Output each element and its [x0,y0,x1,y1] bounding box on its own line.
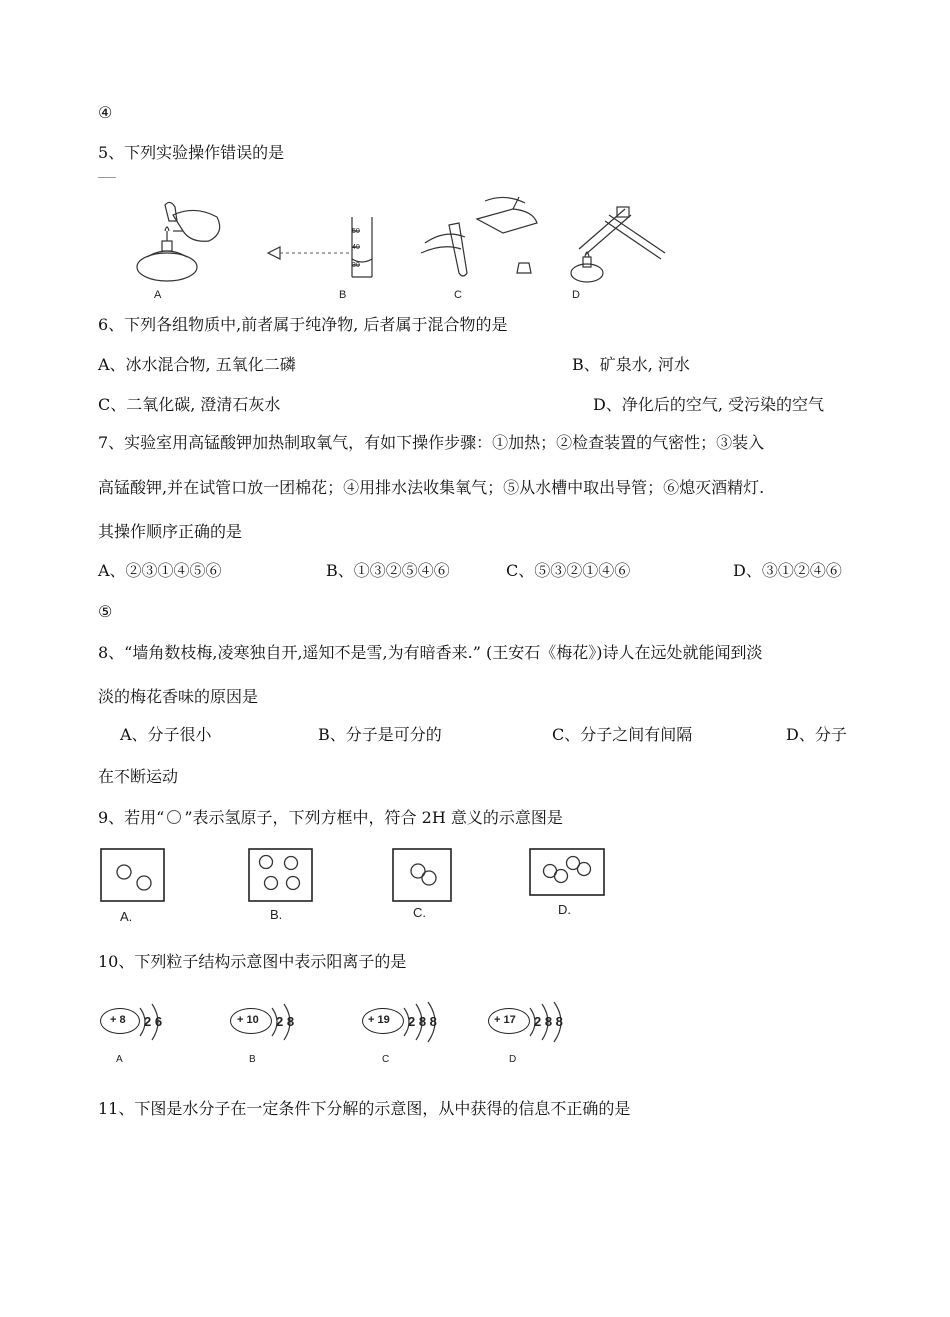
option-box-b [249,849,312,901]
pouring-liquid-illustration [415,195,565,295]
question-6-option-b: B、矿泉水, 河水 [572,355,690,374]
question-10-figure [98,992,578,1072]
question-6-stem: 6、下列各组物质中,前者属于纯净物, 后者属于混合物的是 [98,315,508,334]
cylinder-tick-label: 50 [352,228,360,235]
option-label-c: C [382,1054,390,1065]
electron-counts: 2 8 8 [408,1014,437,1029]
option-box-a [101,849,164,901]
divider [98,177,116,178]
cylinder-tick-label: 40 [352,244,360,251]
atom-diagram-d [488,1002,588,1042]
question-6-option-c: C、二氧化碳, 澄清石灰水 [98,395,281,414]
question-10-stem: 10、下列粒子结构示意图中表示阳离子的是 [98,952,407,971]
option-label-a: A. [120,909,133,924]
electron-counts: 2 8 [276,1014,295,1029]
question-8-stem-line2: 淡的梅花香味的原因是 [98,687,259,706]
atom-diagram-c [362,1002,462,1042]
option-label-d: D [572,289,580,301]
option-label-a: A [154,289,162,301]
question-9-figure [98,845,618,935]
question-7-option-b: B、①③②⑤④⑥ [326,561,450,580]
option-continuation: ④ [98,103,113,122]
question-7-option-a: A、②③①④⑤⑥ [98,561,222,580]
question-8-option-b: B、分子是可分的 [318,725,442,744]
heating-test-tube-illustration [565,195,705,295]
question-11-stem: 11、下图是水分子在一定条件下分解的示意图，从中获得的信息不正确的是 [98,1099,631,1118]
nucleus-charge: + 8 [110,1014,126,1026]
option-label-a: A [116,1054,123,1065]
alcohol-lamp-lighting-illustration [125,195,235,295]
question-8-option-a: A、分子很小 [120,725,212,744]
question-9-stem [98,808,563,828]
nucleus-charge: + 19 [368,1014,390,1026]
hydrogen-atom-icon [167,810,181,824]
question-8-option-d-wrap: 在不断运动 [98,767,179,786]
question-9-stem-after: ”表示氢原子，下列方框中，符合 2H 意义的示意图是 [184,808,563,827]
question-6-option-a: A、冰水混合物, 五氧化二磷 [98,355,296,374]
electron-counts: 2 8 8 [534,1014,563,1029]
question-7-option-d: D、③①②④⑥ [733,561,842,580]
option-box-d [530,849,604,895]
option-label-c: C [454,289,462,301]
option-label-d: D. [558,902,571,917]
question-5-figure [120,195,720,305]
question-7-option-d-wrap: ⑤ [98,602,113,621]
question-6-option-d: D、净化后的空气, 受污染的空气 [593,395,825,414]
nucleus-charge: + 10 [237,1014,259,1026]
question-7-stem-line2: 高锰酸钾,并在试管口放一团棉花；④用排水法收集氧气；⑤从水槽中取出导管；⑥熄灭酒精灯. [98,478,765,497]
option-label-b: B. [270,907,283,922]
option-box-c [393,849,451,901]
question-8-option-c: C、分子之间有间隔 [552,725,693,744]
question-9-stem-before: 9、若用“ [98,808,165,827]
atom-diagram-b [230,1002,320,1042]
cylinder-tick-label: 30 [352,262,360,269]
question-8-option-d: D、分子 [786,725,847,744]
option-label-b: B [249,1054,256,1065]
question-7-option-c: C、⑤③②①④⑥ [506,561,631,580]
question-7-stem-line1: 7、实验室用高锰酸钾加热制取氧气，有如下操作步骤：①加热；②检查装置的气密性；③装入 [98,433,765,452]
nucleus-charge: + 17 [494,1014,516,1026]
question-5-stem: 5、下列实验操作错误的是 [98,143,285,162]
electron-counts: 2 6 [144,1014,163,1029]
question-7-stem-line3: 其操作顺序正确的是 [98,522,243,541]
option-label-d: D [509,1054,517,1065]
atom-diagram-a [98,1002,178,1042]
question-8-stem-line1: 8、“墙角数枝梅,凌寒独自开,遥知不是雪,为有暗香来.” (王安石《梅花》)诗人在远处就能闻到淡 [98,643,763,662]
graduated-cylinder-reading-illustration [260,195,400,295]
option-label-b: B [339,289,347,301]
option-label-c: C. [413,905,426,920]
